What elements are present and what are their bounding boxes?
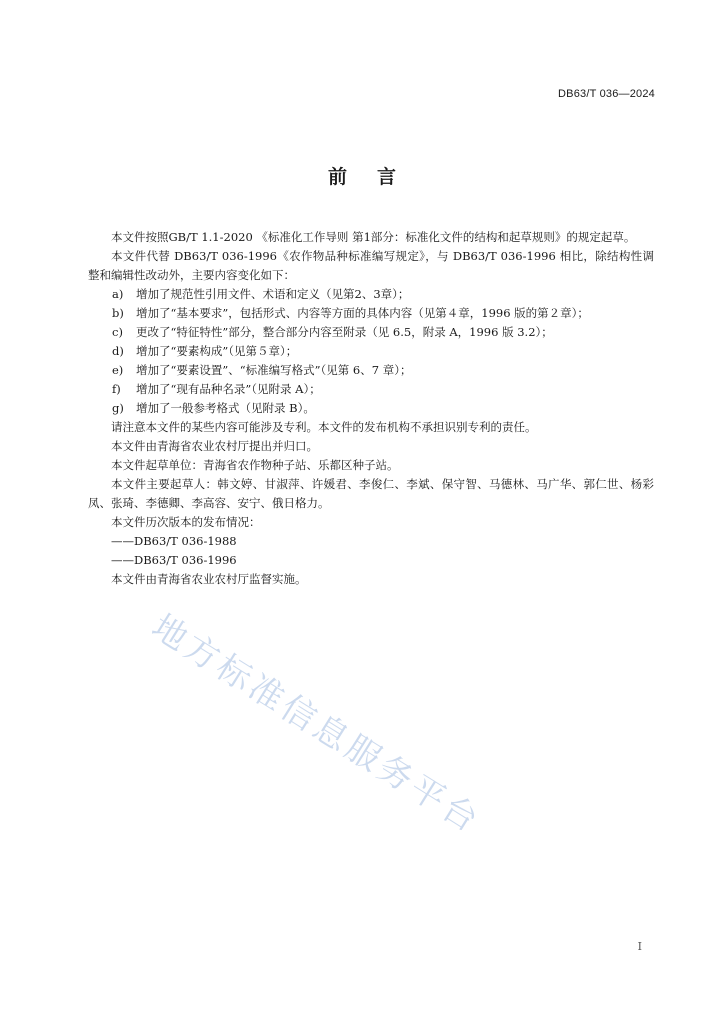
list-item bbox=[88, 361, 654, 380]
list-item bbox=[88, 285, 654, 304]
history-version: ——DB63/T 036-1996 bbox=[111, 553, 237, 567]
list-text: 更改了“特征特性”部分，整合部分内容至附录（见 6.5，附录 A，1996 版 3.2）； bbox=[136, 325, 553, 339]
list-text: 增加了一般参考格式（见附录 B）。 bbox=[136, 401, 315, 415]
paragraph-patent-note: 请注意本文件的某些内容可能涉及专利。本文件的发布机构不承担识别专利的责任。 bbox=[111, 420, 537, 434]
list-marker: g) bbox=[112, 401, 124, 415]
paragraph-drafting-units: 本文件起草单位：青海省农作物种子站、乐都区种子站。 bbox=[111, 458, 399, 472]
list-item bbox=[88, 399, 654, 418]
list-item bbox=[88, 342, 654, 361]
list-text: 增加了“现有品种名录”（见附录 A）； bbox=[136, 382, 321, 396]
list-marker: a) bbox=[112, 287, 124, 301]
list-marker: d) bbox=[112, 344, 124, 358]
list-marker: b) bbox=[112, 306, 124, 320]
paragraph-history-intro: 本文件历次版本的发布情况： bbox=[111, 515, 261, 529]
paragraph-supervision: 本文件由青海省农业农村厅监督实施。 bbox=[111, 572, 307, 586]
list-text: 增加了“基本要求”，包括形式、内容等方面的具体内容（见第４章，1996 版的第２章）； bbox=[136, 306, 589, 320]
document-body bbox=[88, 228, 654, 589]
list-text: 增加了规范性引用文件、术语和定义（见第2、3章）； bbox=[136, 287, 410, 301]
watermark: 地方标准信息服务平台 bbox=[144, 606, 489, 843]
list-item bbox=[88, 380, 654, 399]
list-item bbox=[88, 304, 654, 323]
document-code: DB63/T 036—2024 bbox=[558, 88, 655, 100]
history-version: ——DB63/T 036-1988 bbox=[111, 534, 237, 548]
page-number: I bbox=[637, 940, 642, 953]
list-text: 增加了“要素设置”、“标准编写格式”（见第 6、7 章）； bbox=[136, 363, 412, 377]
page-title: 前言 bbox=[327, 166, 426, 188]
paragraph-drafting-basis: 本文件按照GB/T 1.1-2020 《标准化工作导则 第1部分：标准化文件的结构和起草规则》的规定起草。 bbox=[111, 230, 636, 244]
list-marker: f) bbox=[112, 382, 121, 396]
list-marker: c) bbox=[112, 325, 123, 339]
list-text: 增加了“要素构成”（见第５章）； bbox=[136, 344, 298, 358]
list-marker: e) bbox=[112, 363, 124, 377]
paragraph-proposer: 本文件由青海省农业农村厅提出并归口。 bbox=[111, 439, 318, 453]
paragraph-replacement: 本文件代替 DB63/T 036-1996《农作物品种标准编写规定》，与 DB63/T 036-1996 相比，除结构性调整和编辑性改动外，主要内容变化如下： bbox=[88, 249, 654, 282]
list-item bbox=[88, 323, 654, 342]
paragraph-drafters: 本文件主要起草人：韩文婷、甘淑萍、许媛君、李俊仁、李斌、保守智、马德林、马广华、郭仁世、杨彩凤、张琦、李德卿、李高容、安宁、俄日格力。 bbox=[88, 477, 654, 510]
